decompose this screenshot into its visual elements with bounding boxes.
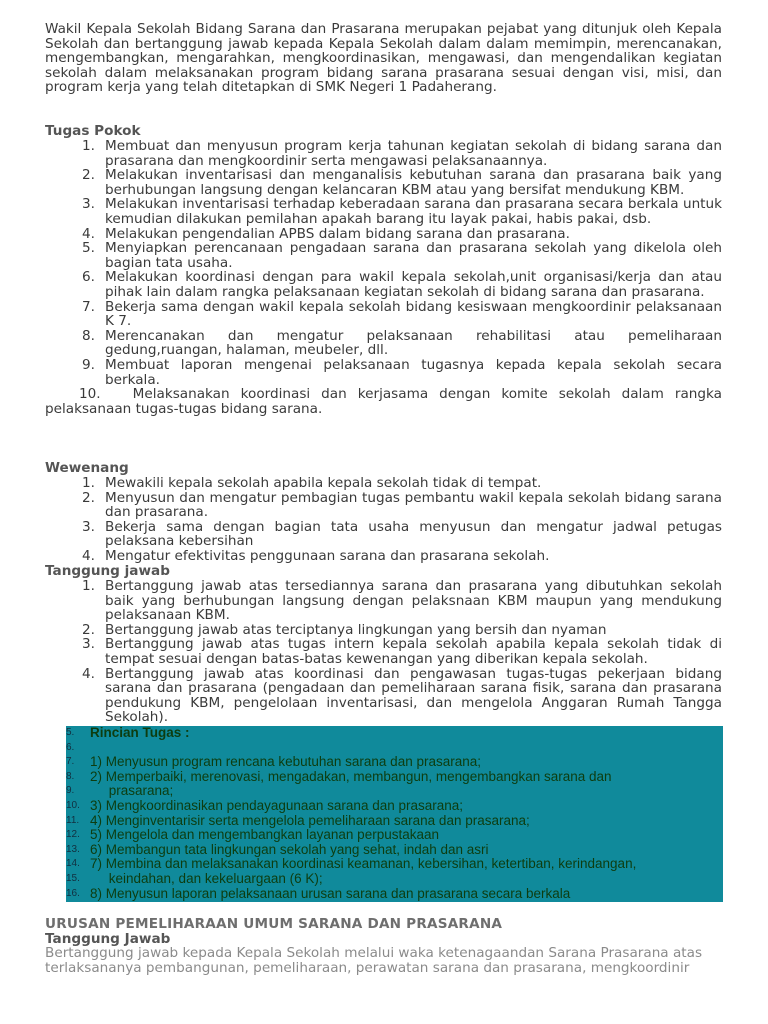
list-item: 5. Menyiapkan perencanaan pengadaan sarana dan prasarana sekolah yang dikelola oleh bagian tata usaha. xyxy=(82,240,722,271)
tugas-pokok-list xyxy=(45,139,722,416)
rincian-row: 7. 1) Menyusun program rencana kebutuhan sarana dan prasarana; xyxy=(66,754,481,770)
list-item: 3. Melakukan inventarisasi terhadap keberadaan sarana dan prasarana secara berkala untuk kemudian dilakukan pemilahan apakah barang itu layak pakai, habis pakai, dsb. xyxy=(82,196,722,227)
list-item: 4. Bertanggung jawab atas koordinasi dan pengawasan tugas-tugas pekerjaan bidang sarana dan prasarana (pengadaan dan pemeliharaan sarana fisik, sarana dan prasarana pendukung KBM, pengelolaan inventarisasi, dan mengelola Anggaran Rumah Tangga Sekolah). xyxy=(82,665,722,726)
rincian-row: 16. 8) Menyusun laporan pelaksanaan urusan sarana dan prasarana secara berkala xyxy=(66,885,571,901)
list-item: 2. Bertanggung jawab atas terciptanya lingkungan yang bersih dan nyaman xyxy=(82,621,607,638)
rincian-row: 8. 2) Memperbaiki, merenovasi, mengadakan, membangun, mengembangkan sarana dan xyxy=(66,768,612,784)
rincian-row: 12. 5) Mengelola dan mengembangkan layanan perpustakaan xyxy=(66,827,439,843)
rincian-row: 5. Rincian Tugas : xyxy=(66,725,190,740)
rincian-row: 11. 4) Menginventarisir serta mengelola pemeliharaan sarana dan prasarana; xyxy=(66,812,530,828)
rincian-title: Rincian Tugas : xyxy=(90,725,190,740)
tugas-pokok-heading: Tugas Pokok xyxy=(45,123,141,139)
list-item: 10. Melaksanakan koordinasi dan kerjasama dengan komite sekolah dalam rangka pelaksanaan tugas-tugas bidang sarana. xyxy=(45,386,722,417)
urusan-paragraph: Bertanggung jawab kepada Kepala Sekolah melalui waka ketenagaandan Sarana Prasarana atas terlaksananya pembangunan, pemeliharaan, perawatan sarana dan prasarana, mengkoordinir xyxy=(45,945,703,976)
urusan-heading: URUSAN PEMELIHARAAN UMUM SARANA DAN PRASARANA xyxy=(45,916,503,932)
rincian-row: 15. keindahan, dan kekeluargaan (6 K); xyxy=(66,871,323,886)
wewenang-list xyxy=(45,476,722,564)
rincian-tugas-block xyxy=(66,726,723,902)
urusan-subheading: Tanggung Jawab xyxy=(45,931,171,947)
tanggung-jawab-heading: Tanggung jawab xyxy=(45,563,170,579)
rincian-row: 14. 7) Membina dan melaksanakan koordinasi keamanan, kebersihan, ketertiban, kerindangan, xyxy=(66,856,637,872)
rincian-row: 13. 6) Membangun tata lingkungan sekolah yang sehat, indah dan asri xyxy=(66,841,489,857)
list-item: 3. Bekerja sama dengan bagian tata usaha menyusun dan mengatur jadwal petugas pelaksana kebersihan xyxy=(82,518,722,550)
rincian-row: 9. prasarana; xyxy=(66,783,174,799)
list-item: 3. Bertanggung jawab atas tugas intern kepala sekolah apabila kepala sekolah tidak di tempat sesuai dengan batas-batas kewenangan yang diberikan kepala sekolah. xyxy=(82,636,722,667)
list-item: 7. Bekerja sama dengan wakil kepala sekolah bidang kesiswaan mengkoordinir pelaksanaan K 7. xyxy=(82,298,722,330)
rincian-row: 6. xyxy=(66,741,75,753)
intro-paragraph: Wakil Kepala Sekolah Bidang Sarana dan Prasarana merupakan pejabat yang ditunjuk oleh Kepala Sekolah dan bertanggung jawab kepada Kepala Sekolah dalam dalam memimpin, merencanakan, mengembangkan, mengarahkan, mengkoordinasikan, mengawasi, dan mengendalikan kegiatan sekolah dalam melaksanakan program bidang sarana prasarana sesuai dengan visi, misi, dan program kerja yang telah ditetapkan di SMK Negeri 1 Padaherang. xyxy=(45,21,722,96)
list-item: 1. Membuat dan menyusun program kerja tahunan kegiatan sekolah di bidang sarana dan prasarana dan mengkoordinir serta mengawasi pelaksanaannya. xyxy=(82,138,722,169)
list-item: 6. Melakukan koordinasi dengan para wakil kepala sekolah,unit organisasi/kerja dan atau pihak lain dalam rangka pelaksanaan kegiatan sekolah di bidang sarana dan prasarana. xyxy=(82,269,722,300)
list-item: 2. Melakukan inventarisasi dan menganalisis kebutuhan sarana dan prasarana baik yang berhubungan langsung dengan kelancaran KBM atau yang bersifat mendukung KBM. xyxy=(82,167,722,198)
rincian-row: 10. 3) Mengkoordinasikan pendayagunaan sarana dan prasarana; xyxy=(66,798,464,813)
list-item: 4. Mengatur efektivitas penggunaan sarana dan prasarana sekolah. xyxy=(82,547,550,564)
list-item: 1. Bertanggung jawab atas tersediannya sarana dan prasarana yang dibutuhkan sekolah baik yang berhubungan langsung dengan pelaksnaan KBM maupun yang mendukung pelaksanaan KBM. xyxy=(82,578,722,624)
list-item: 9. Membuat laporan mengenai pelaksanaan tugasnya kepada kepala sekolah secara berkala. xyxy=(82,356,722,388)
list-item: 2. Menyusun dan mengatur pembagian tugas pembantu wakil kepala sekolah bidang sarana dan prasarana. xyxy=(82,489,722,521)
list-item: 8. Merencanakan dan mengatur pelaksanaan rehabilitasi atau pemeliharaan gedung,ruangan, halaman, meubeler, dll. xyxy=(82,327,722,359)
wewenang-heading: Wewenang xyxy=(45,460,129,476)
list-item: 4. Melakukan pengendalian APBS dalam bidang sarana dan prasarana. xyxy=(82,225,570,242)
tanggung-jawab-list xyxy=(45,579,722,725)
list-item: 1. Mewakili kepala sekolah apabila kepala sekolah tidak di tempat. xyxy=(82,475,542,491)
